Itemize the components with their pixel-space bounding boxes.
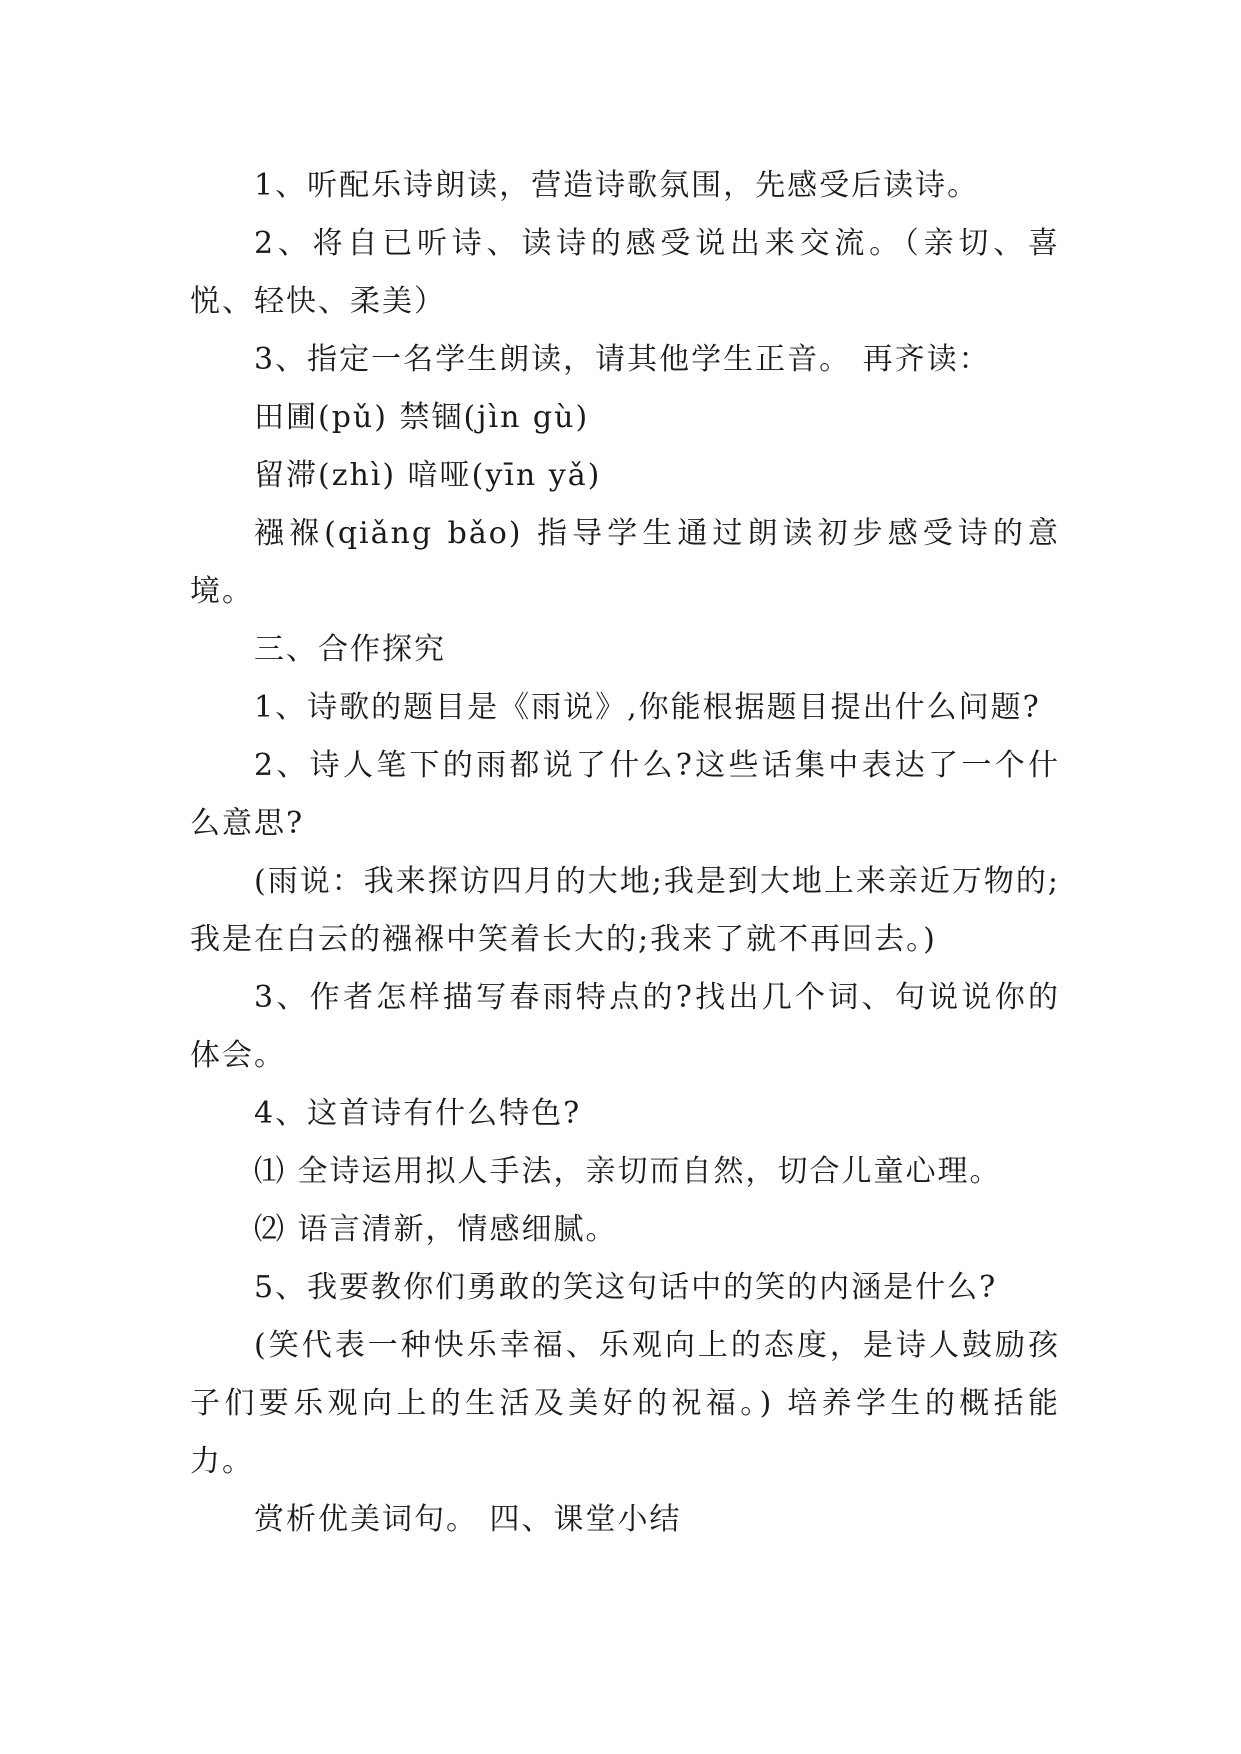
paragraph: 3、作者怎样描写春雨特点的?找出几个词、句说说你的体会。 — [190, 980, 1060, 1073]
paragraph: (雨说：我来探访四月的大地;我是到大地上来亲近万物的;我是在白云的襁褓中笑着长大的;我来了就不再回去。) — [190, 864, 1060, 957]
paragraph: 2、诗人笔下的雨都说了什么?这些话集中表达了一个什么意思? — [190, 748, 1060, 841]
paragraph: 3、指定一名学生朗读，请其他学生正音。 再齐读： — [254, 342, 991, 377]
paragraph: 4、这首诗有什么特色? — [254, 1096, 582, 1131]
paragraph: ⑵ 语言清新，情感细腻。 — [254, 1212, 618, 1247]
paragraph: (笑代表一种快乐幸福、乐观向上的态度，是诗人鼓励孩子们要乐观向上的生活及美好的祝福。) 培养学生的概括能力。 — [190, 1328, 1060, 1479]
paragraph: 1、听配乐诗朗读，营造诗歌氛围，先感受后读诗。 — [254, 168, 980, 203]
paragraph: 1、诗歌的题目是《雨说》,你能根据题目提出什么问题? — [254, 690, 1041, 725]
paragraph: 留滞(zhì) 喑哑(yīn yǎ) — [254, 458, 602, 493]
paragraph: 5、我要教你们勇敢的笑这句话中的笑的内涵是什么? — [254, 1270, 998, 1305]
paragraph: 赏析优美词句。 四、课堂小结 — [254, 1502, 682, 1537]
paragraph: 2、将自已听诗、读诗的感受说出来交流。（亲切、喜悦、轻快、柔美） — [190, 226, 1060, 319]
paragraph: ⑴ 全诗运用拟人手法，亲切而自然，切合儿童心理。 — [254, 1154, 1002, 1189]
paragraph: 襁褓(qiǎng bǎo) 指导学生通过朗读初步感受诗的意境。 — [190, 516, 1060, 609]
document-body — [190, 157, 1060, 1549]
paragraph: 田圃(pǔ) 禁锢(jìn gù) — [254, 400, 590, 435]
section-heading: 三、合作探究 — [254, 632, 446, 667]
